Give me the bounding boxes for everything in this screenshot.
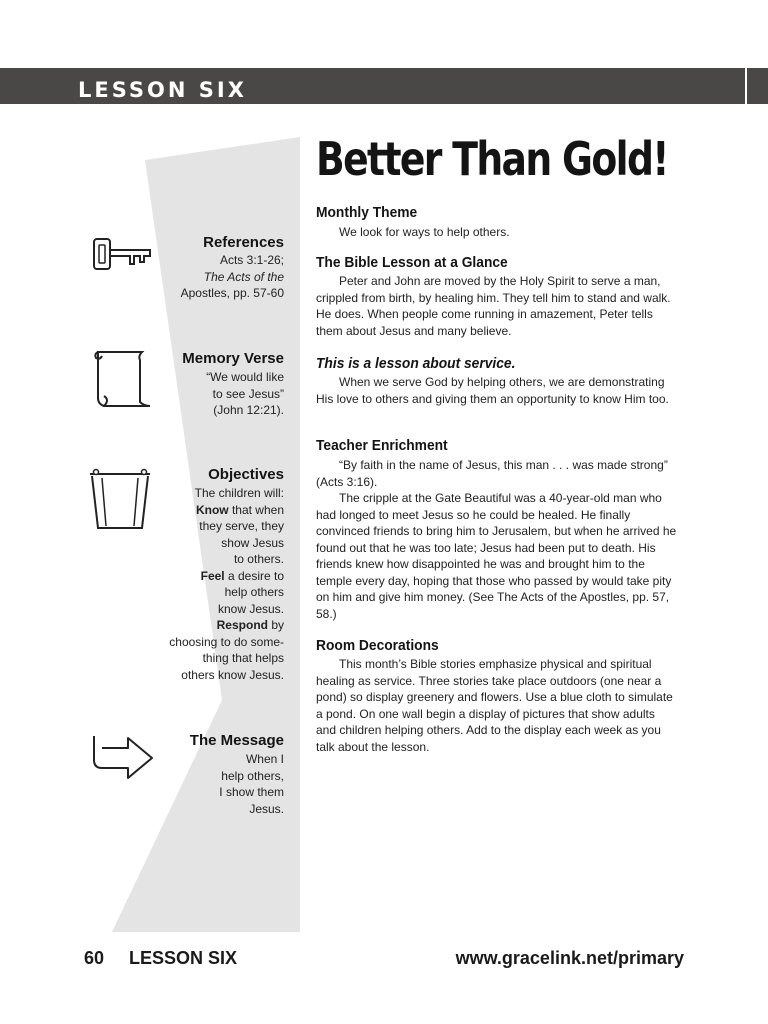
arrow-right-icon xyxy=(90,732,156,782)
feel-rest: a desire to xyxy=(224,568,284,583)
monthly-theme-heading: Monthly Theme xyxy=(316,204,418,221)
message-heading: The Message xyxy=(189,732,284,749)
room-decorations-heading: Room Decorations xyxy=(316,637,439,654)
respond-label: Respond xyxy=(216,618,268,632)
page-number: 60 xyxy=(84,948,105,968)
know-label: Know xyxy=(195,502,229,517)
bucket-icon xyxy=(88,468,154,534)
bible-lesson-heading: The Bible Lesson at a Glance xyxy=(316,254,508,271)
scroll-icon xyxy=(92,348,156,412)
teacher-enrichment-text: “By faith in the name of Jesus, this man . . . was made strong” (Acts 3:16). The cripple at the Gate Beautiful was a 40-year-old man who had longed to meet Jesus so he could be healed. He finally convinced friends to bring him to Jerusalem, but when he arrived he found out that he was too late; Jesus had been put to death. His friends knew how disappointed he was and brought him to the temple every day, hoping that those who passed by would take pity on him and give him money. (See The Acts of the Apostles, pp. 57, 58.) xyxy=(316,458,677,621)
objectives-text: The children will: Know that when they serve, they show Jesus to others. Feel a desire to help others know Jesus. Respond by choosing to do some- thing that helps others know Jesus. xyxy=(169,486,284,682)
service-heading: This is a lesson about service. xyxy=(316,355,516,372)
banner-title: LESSON SIX xyxy=(78,78,247,102)
page-title: Better Than Gold! xyxy=(316,132,668,186)
bible-lesson-text: Peter and John are moved by the Holy Spirit to serve a man, crippled from birth, by healing him. They tell him to stand and walk. He does. When people come running in amazement, Peter tells them about Jesus and many believe. xyxy=(316,274,671,338)
footer-lesson-label: LESSON SIX xyxy=(129,948,238,968)
message-text: When I help others, I show them Jesus. xyxy=(219,752,284,816)
teacher-enrichment-heading: Teacher Enrichment xyxy=(316,437,448,454)
service-text: When we serve God by helping others, we are demonstrating His love to others and giving them an opportunity to know Him too. xyxy=(316,375,669,406)
key-icon xyxy=(92,236,156,274)
memory-verse-heading: Memory Verse xyxy=(182,350,284,367)
references-heading: References xyxy=(203,234,284,251)
references-text: Acts 3:1-26; The Acts of the Apostles, pp. 57-60 xyxy=(180,253,284,300)
memory-verse-text: “We would like to see Jesus” (John 12:21). xyxy=(206,370,284,417)
know-rest: that when xyxy=(228,502,284,517)
feel-label: Feel xyxy=(200,568,225,583)
monthly-theme-text: We look for ways to help others. xyxy=(339,225,510,239)
footer-url-link[interactable]: www.gracelink.net/primary xyxy=(455,948,684,968)
room-decorations-text: This month’s Bible stories emphasize physical and spiritual healing as service. Three stories take place outdoors (one near a pond) so display greenery and flowers. Use a blue cloth to simulate a pond. On one wall begin a display of pictures that show adults and children helping others. Add to the display each week as you talk about the lesson. xyxy=(316,657,673,754)
respond-rest: by xyxy=(267,618,284,632)
objectives-heading: Objectives xyxy=(208,466,284,483)
